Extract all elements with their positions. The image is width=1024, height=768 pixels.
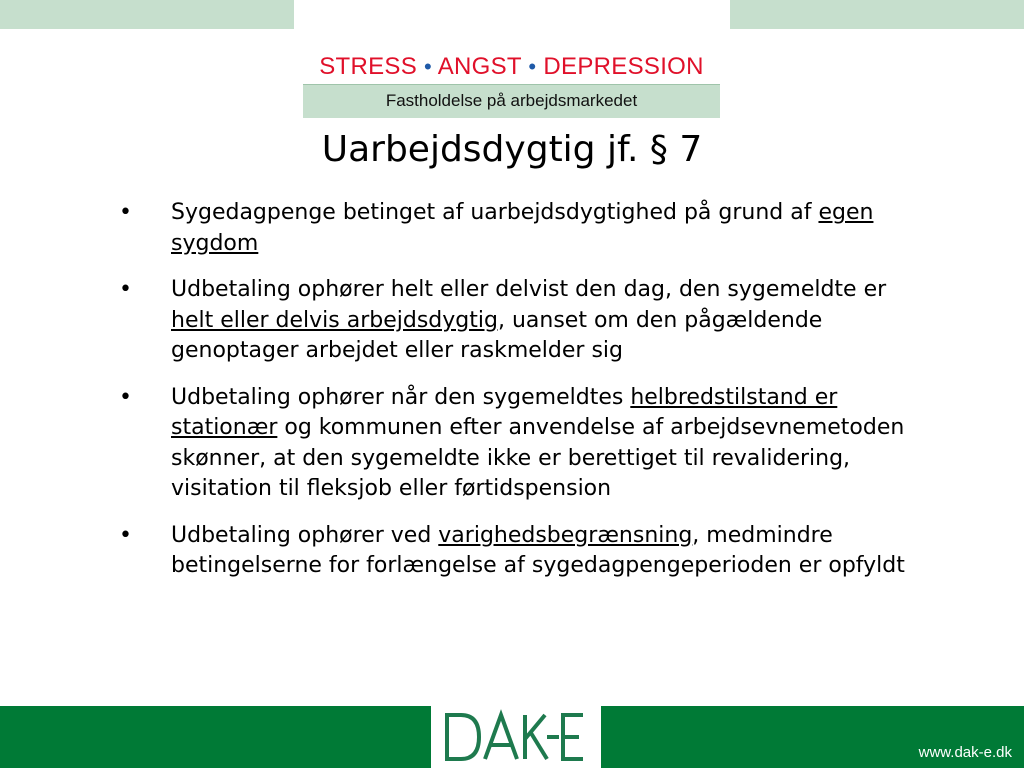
banner-separator: • [424, 54, 433, 79]
banner-title-stress: STRESS [319, 53, 418, 80]
bullet-underlined-term: helbredstilstand er stationær [171, 384, 838, 440]
bullet-item [119, 383, 919, 505]
bullet-marker: • [119, 384, 132, 410]
banner-title [303, 50, 720, 83]
bullet-text: Udbetaling ophører helt eller delvist den dag, den sygemeldte er [171, 277, 887, 302]
bullet-text-after: , medmindre betingelserne for forlængelse af sygedagpengeperioden er opfyldt [171, 522, 905, 578]
bullet-item [119, 198, 919, 259]
footer-band-left [0, 706, 431, 768]
dak-e-logo-icon [441, 709, 591, 765]
banner-separator: • [528, 54, 537, 79]
bullet-list [119, 198, 919, 598]
slide-title: Uarbejdsdygtig jf. § 7 [321, 129, 703, 170]
banner-subtitle: Fastholdelse på arbejdsmarkedet [303, 84, 720, 118]
header-banner [303, 50, 720, 118]
bullet-marker: • [119, 522, 132, 548]
dak-e-logo [431, 706, 601, 768]
bullet-marker: • [119, 200, 132, 225]
footer-url: www.dak-e.dk [918, 744, 1012, 761]
top-band-left [0, 0, 294, 29]
bullet-text: Sygedagpenge betinget af uarbejdsdygtighed på grund af [171, 200, 819, 225]
banner-title-depression: DEPRESSION [543, 53, 704, 80]
bullet-text: Udbetaling ophører ved [171, 522, 439, 548]
bullet-underlined-term: helt eller delvis arbejdsdygtig [171, 307, 498, 333]
bullet-text-after: , uanset om den pågældende genoptager arbejdet eller raskmelder sig [171, 307, 823, 363]
bullet-item [119, 521, 919, 582]
banner-title-angst: ANGST [437, 53, 522, 80]
bullet-underlined-term: varighedsbegrænsning [438, 522, 693, 548]
bullet-text: Udbetaling ophører når den sygemeldtes [171, 384, 631, 410]
bullet-item [119, 275, 919, 367]
bullet-marker: • [119, 277, 132, 302]
bullet-text-after: og kommunen efter anvendelse af arbejdsevnemetoden skønner, at den sygemeldte ikke er berettiget til revalidering, visitation til fleksjob eller førtidspension [171, 415, 905, 501]
top-band-right [730, 0, 1024, 29]
bullet-underlined-term: egen sygdom [171, 200, 874, 256]
